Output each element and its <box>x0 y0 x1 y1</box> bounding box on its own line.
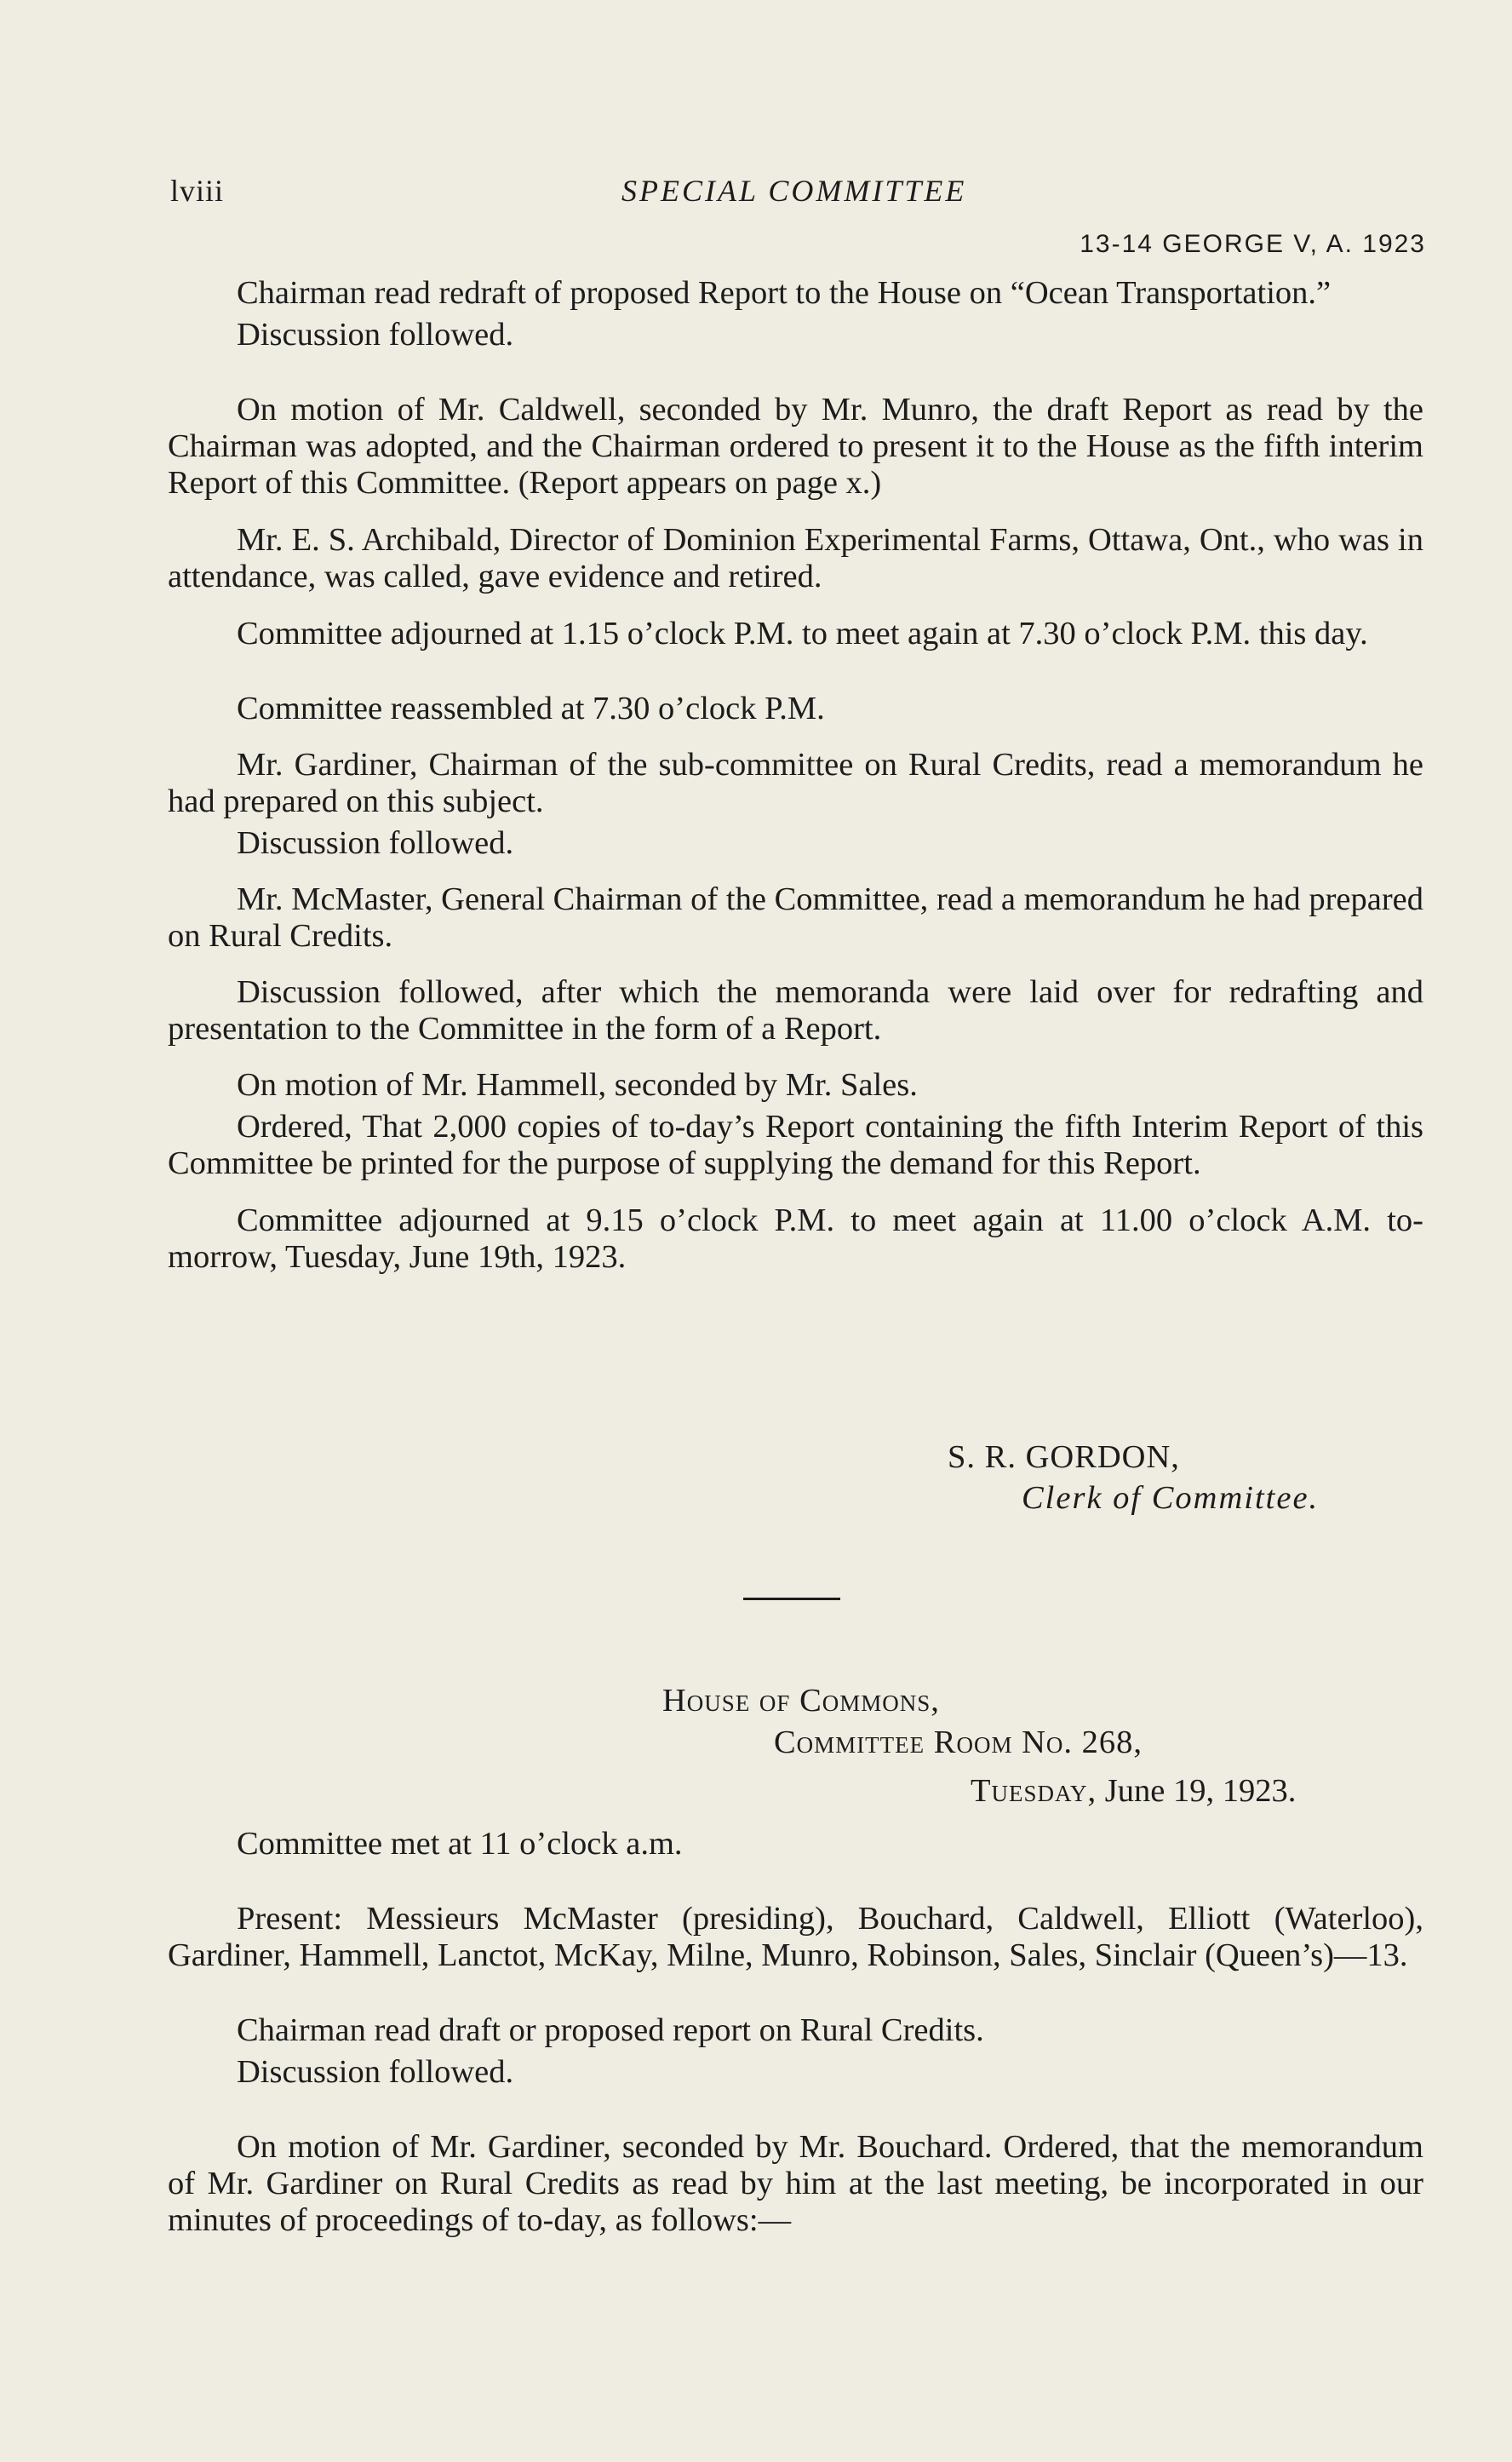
signature-title: Clerk of Committee. <box>1022 1480 1320 1516</box>
paragraph: On motion of Mr. Gardiner, seconded by Mr. Bouchard. Ordered, that the memorandum of Mr. Gardiner on Rural Credits as read by him at the last meeting, be incorporated in our minutes of proceedings of to-day, as follows:— <box>168 2129 1423 2238</box>
paragraph: Committee reassembled at 7.30 o’clock P.M. <box>237 691 825 726</box>
paragraph: Committee met at 11 o’clock a.m. <box>237 1826 683 1862</box>
paragraph: Committee adjourned at 1.15 o’clock P.M. to meet again at 7.30 o’clock P.M. this day. <box>237 616 1368 651</box>
paragraph: Discussion followed. <box>237 2054 514 2090</box>
address-date <box>971 1772 1296 1810</box>
paragraph: On motion of Mr. Caldwell, seconded by Mr. Munro, the draft Report as read by the Chairman was adopted, and the Chairman ordered to present it to the House as the fifth interim Report of this Committee. (Report appears on page x.) <box>168 392 1423 501</box>
minutes-body <box>168 275 1423 1276</box>
address-date-value: June 19, 1923. <box>1104 1773 1297 1809</box>
paragraph: Mr. Gardiner, Chairman of the sub-committee on Rural Credits, read a memorandum he had prepared on this subject. <box>168 747 1423 819</box>
page-number: lviii <box>170 174 225 208</box>
paragraph: Present: Messieurs McMaster (presiding), Bouchard, Caldwell, Elliott (Waterloo), Gardiner, Hammell, Lanctot, McKay, Milne, Munro, Robinson, Sales, Sinclair (Queen’s)—13. <box>168 1901 1423 1973</box>
paragraph: Discussion followed. <box>237 317 514 353</box>
running-title: SPECIAL COMMITTEE <box>621 174 967 208</box>
paragraph: Discussion followed, after which the memoranda were laid over for redrafting and presentation to the Committee in the form of a Report. <box>168 974 1423 1047</box>
address-house: House of Commons, <box>662 1683 940 1719</box>
paragraph: Chairman read draft or proposed report on Rural Credits. <box>237 2012 984 2048</box>
paragraph: Discussion followed. <box>237 825 514 861</box>
section-divider <box>743 1598 840 1600</box>
paragraph: Chairman read redraft of proposed Report to the House on “Ocean Transportation.” <box>237 275 1332 311</box>
minutes-body-second <box>168 1826 1423 2239</box>
paragraph: Mr. McMaster, General Chairman of the Committee, read a memorandum he had prepared on Rural Credits. <box>168 881 1423 954</box>
page-header <box>170 173 1426 258</box>
signature-name: S. R. GORDON, <box>948 1439 1180 1475</box>
address-day: Tuesday, <box>971 1773 1097 1809</box>
paragraph: Committee adjourned at 9.15 o’clock P.M. to meet again at 11.00 o’clock A.M. to-morrow, Tuesday, June 19th, 1923. <box>168 1202 1423 1275</box>
session-label: 13-14 GEORGE V, A. 1923 <box>1080 230 1426 258</box>
paragraph: Ordered, That 2,000 copies of to-day’s Report containing the fifth Interim Report of this Committee be printed for the purpose of supplying the demand for this Report. <box>168 1109 1423 1181</box>
paragraph: On motion of Mr. Hammell, seconded by Mr. Sales. <box>237 1067 918 1103</box>
paragraph: Mr. E. S. Archibald, Director of Dominion Experimental Farms, Ottawa, Ont., who was in attendance, was called, gave evidence and retired. <box>168 522 1423 594</box>
address-room: Committee Room No. 268, <box>774 1725 1143 1760</box>
